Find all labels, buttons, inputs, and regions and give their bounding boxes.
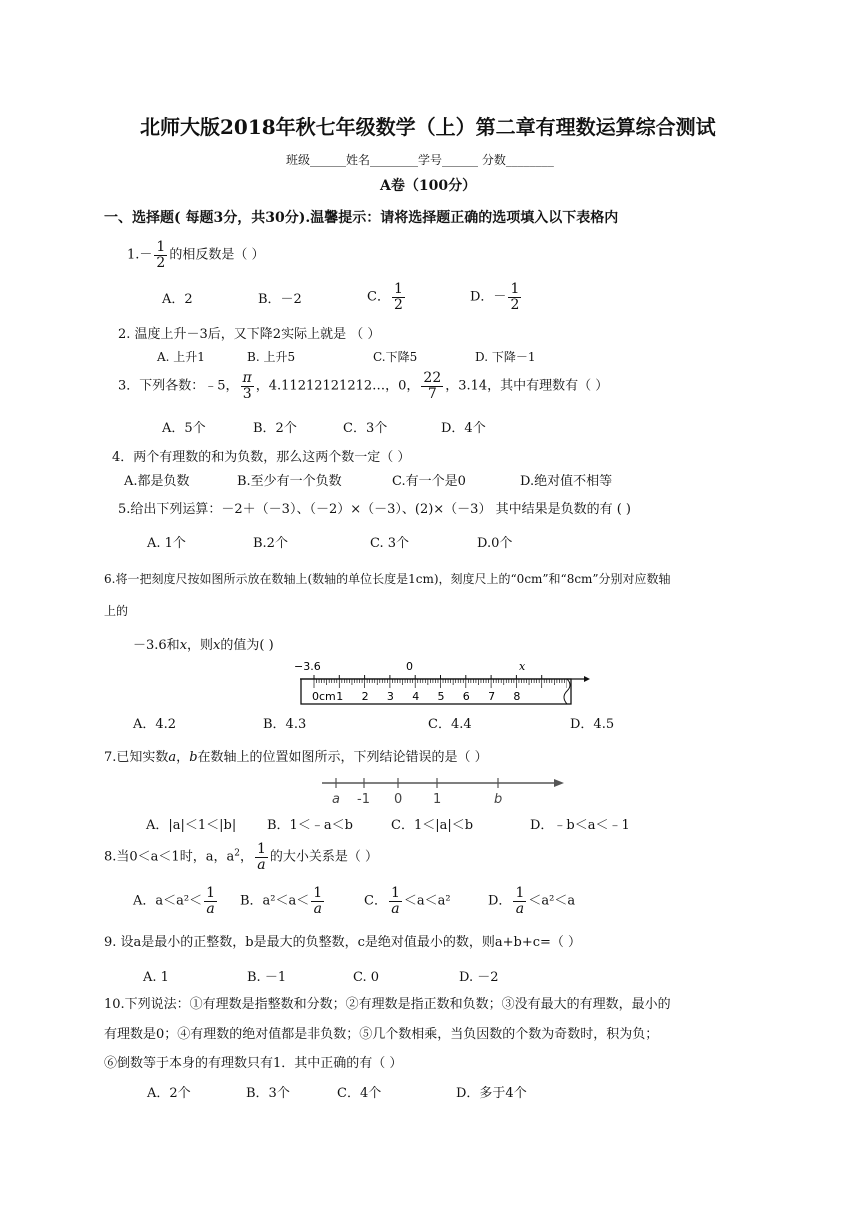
question-7-stem: 7.已知实数a，b在数轴上的位置如图所示，下列结论错误的是（ ） [104, 750, 488, 765]
ruler-label: 8 [513, 690, 521, 703]
q3-option-c[interactable]: C．3个 [343, 421, 388, 436]
q5-option-d[interactable]: D.0个 [477, 536, 513, 551]
q2-option-a[interactable]: A. 上升1 [157, 350, 205, 364]
q7-option-b[interactable]: B．1＜﹣a＜b [267, 818, 353, 833]
question-8-stem: 8.当0＜a＜1时，a，$a^2$， $\frac{1}{a}$ 的大小关系是（ ） [104, 841, 379, 873]
q8-option-c[interactable]: C． $\frac{1}{a}$ ＜a＜a² [364, 885, 451, 917]
q6-option-a[interactable]: A．4.2 [133, 717, 177, 732]
fig-label-x: x [519, 660, 526, 673]
volume-heading: A卷（100分） [380, 178, 477, 194]
number-line-label: -1 [357, 792, 370, 807]
q7-option-c[interactable]: C．1＜|a|＜b [391, 818, 474, 833]
q10-option-b[interactable]: B．3个 [246, 1086, 290, 1101]
question-10-line3: ⑥倒数等于本身的有理数只有1．其中正确的有（ ） [104, 1056, 403, 1071]
q3-option-b[interactable]: B．2个 [253, 421, 297, 436]
ruler-label: 2 [361, 690, 369, 703]
fig-label-neg: −3.6 [294, 660, 321, 673]
ruler-label: 3 [386, 690, 394, 703]
q5-option-a[interactable]: A. 1个 [147, 536, 186, 551]
ruler-label: 5 [437, 690, 445, 703]
q1-option-d[interactable]: D．－ $\frac{1}{2}$ [470, 281, 520, 313]
q3-option-a[interactable]: A．5个 [162, 421, 206, 436]
number-line-figure [318, 776, 568, 808]
ruler-label: 7 [488, 690, 496, 703]
fig-label-zero: 0 [406, 660, 413, 673]
question-6-line2: 上的 [104, 604, 129, 618]
number-line-label: a [332, 792, 340, 807]
q4-option-b[interactable]: B.至少有一个负数 [237, 474, 342, 489]
question-1-stem: 1.－ $\frac{1}{2}$ 的相反数是（ ） [127, 239, 265, 271]
q4-option-c[interactable]: C.有一个是0 [392, 474, 466, 489]
q7-option-d[interactable]: D．﹣b＜a＜﹣1 [530, 818, 630, 833]
number-line-label: 1 [433, 792, 442, 807]
q7-option-a[interactable]: A．|a|＜1＜|b| [146, 818, 237, 833]
q6-option-c[interactable]: C．4.4 [428, 717, 472, 732]
q6-option-b[interactable]: B．4.3 [263, 717, 307, 732]
number-line-label: 0 [394, 792, 403, 807]
question-9-stem: 9. 设a是最小的正整数，b是最大的负整数，c是绝对值最小的数，则a+b+c=（ ） [104, 935, 582, 950]
ruler-label: 6 [462, 690, 470, 703]
q8-option-b[interactable]: B．a²＜a＜ $\frac{1}{a}$ [240, 885, 323, 917]
q8-option-a[interactable]: A．a＜a²＜ $\frac{1}{a}$ [133, 885, 216, 917]
q10-option-c[interactable]: C．4个 [337, 1086, 382, 1101]
question-4-stem: 4．两个有理数的和为负数，那么这两个数一定（ ） [112, 450, 411, 465]
q4-option-a[interactable]: A.都是负数 [124, 474, 190, 489]
q5-option-b[interactable]: B.2个 [253, 536, 288, 551]
q9-option-c[interactable]: C. 0 [353, 970, 380, 985]
q2-option-b[interactable]: B. 上升5 [247, 350, 296, 364]
q10-option-d[interactable]: D．多于4个 [456, 1086, 527, 1101]
question-2-stem: 2. 温度上升－3后，又下降2实际上就是 （ ） [118, 327, 381, 342]
ruler-label: 4 [412, 690, 420, 703]
ruler-number-line-figure [292, 657, 592, 709]
page-title: 北师大版2018年秋七年级数学（上）第二章有理数运算综合测试 [140, 115, 716, 139]
q9-option-b[interactable]: B. －1 [247, 970, 287, 985]
q8-option-d[interactable]: D． $\frac{1}{a}$ ＜a²＜a [488, 885, 576, 917]
number-line-label: b [494, 792, 503, 807]
q9-option-d[interactable]: D. －2 [459, 970, 499, 985]
q3-option-d[interactable]: D．4个 [441, 421, 486, 436]
q10-option-a[interactable]: A．2个 [147, 1086, 191, 1101]
question-10-line2: 有理数是0；④有理数的绝对值都是非负数；⑤几个数相乘，当负因数的个数为奇数时，积为负； [104, 1027, 659, 1042]
question-6-line1: 6.将一把刻度尺按如图所示放在数轴上(数轴的单位长度是1cm)，刻度尺上的“0cm”和“8cm”分别对应数轴 [104, 572, 671, 586]
q2-option-d[interactable]: D. 下降－1 [475, 350, 536, 364]
ruler-label: 1 [336, 690, 344, 703]
q9-option-a[interactable]: A. 1 [143, 970, 169, 985]
question-3-stem: 3．下列各数：﹣5， $\frac{\pi}{3}$ ，4.11212121212…，0， $\frac{22}{7}$ ，3.14，其中有理数有（ ） [118, 370, 609, 402]
question-5-stem: 5.给出下列运算：－2＋（－3）、（－2）×（－3）、(2)×（－3） 其中结果是负数的有 ( ) [118, 502, 631, 517]
q6-option-d[interactable]: D．4.5 [570, 717, 615, 732]
ruler-label: 0cm [312, 690, 336, 703]
student-info-line: 班级______姓名________学号______ 分数________ [286, 153, 554, 167]
q5-option-c[interactable]: C. 3个 [370, 536, 410, 551]
q1-option-a[interactable]: A．2 [162, 292, 193, 307]
question-6-line3: －3.6和x，则x的值为( ) [133, 638, 274, 653]
q4-option-d[interactable]: D.绝对值不相等 [520, 474, 613, 489]
fraction: $\frac{1}{2}$ [156, 239, 166, 271]
q1-option-b[interactable]: B．－2 [258, 292, 302, 307]
q1-option-c[interactable]: C． $\frac{1}{2}$ [367, 281, 403, 313]
q2-option-c[interactable]: C.下降5 [373, 350, 418, 364]
section-heading: 一、选择题( 每题3分，共30分).温馨提示：请将选择题正确的选项填入以下表格内 [104, 210, 619, 226]
question-10-line1: 10.下列说法：①有理数是指整数和分数；②有理数是指正数和负数；③没有最大的有理数，最小的 [104, 997, 671, 1012]
